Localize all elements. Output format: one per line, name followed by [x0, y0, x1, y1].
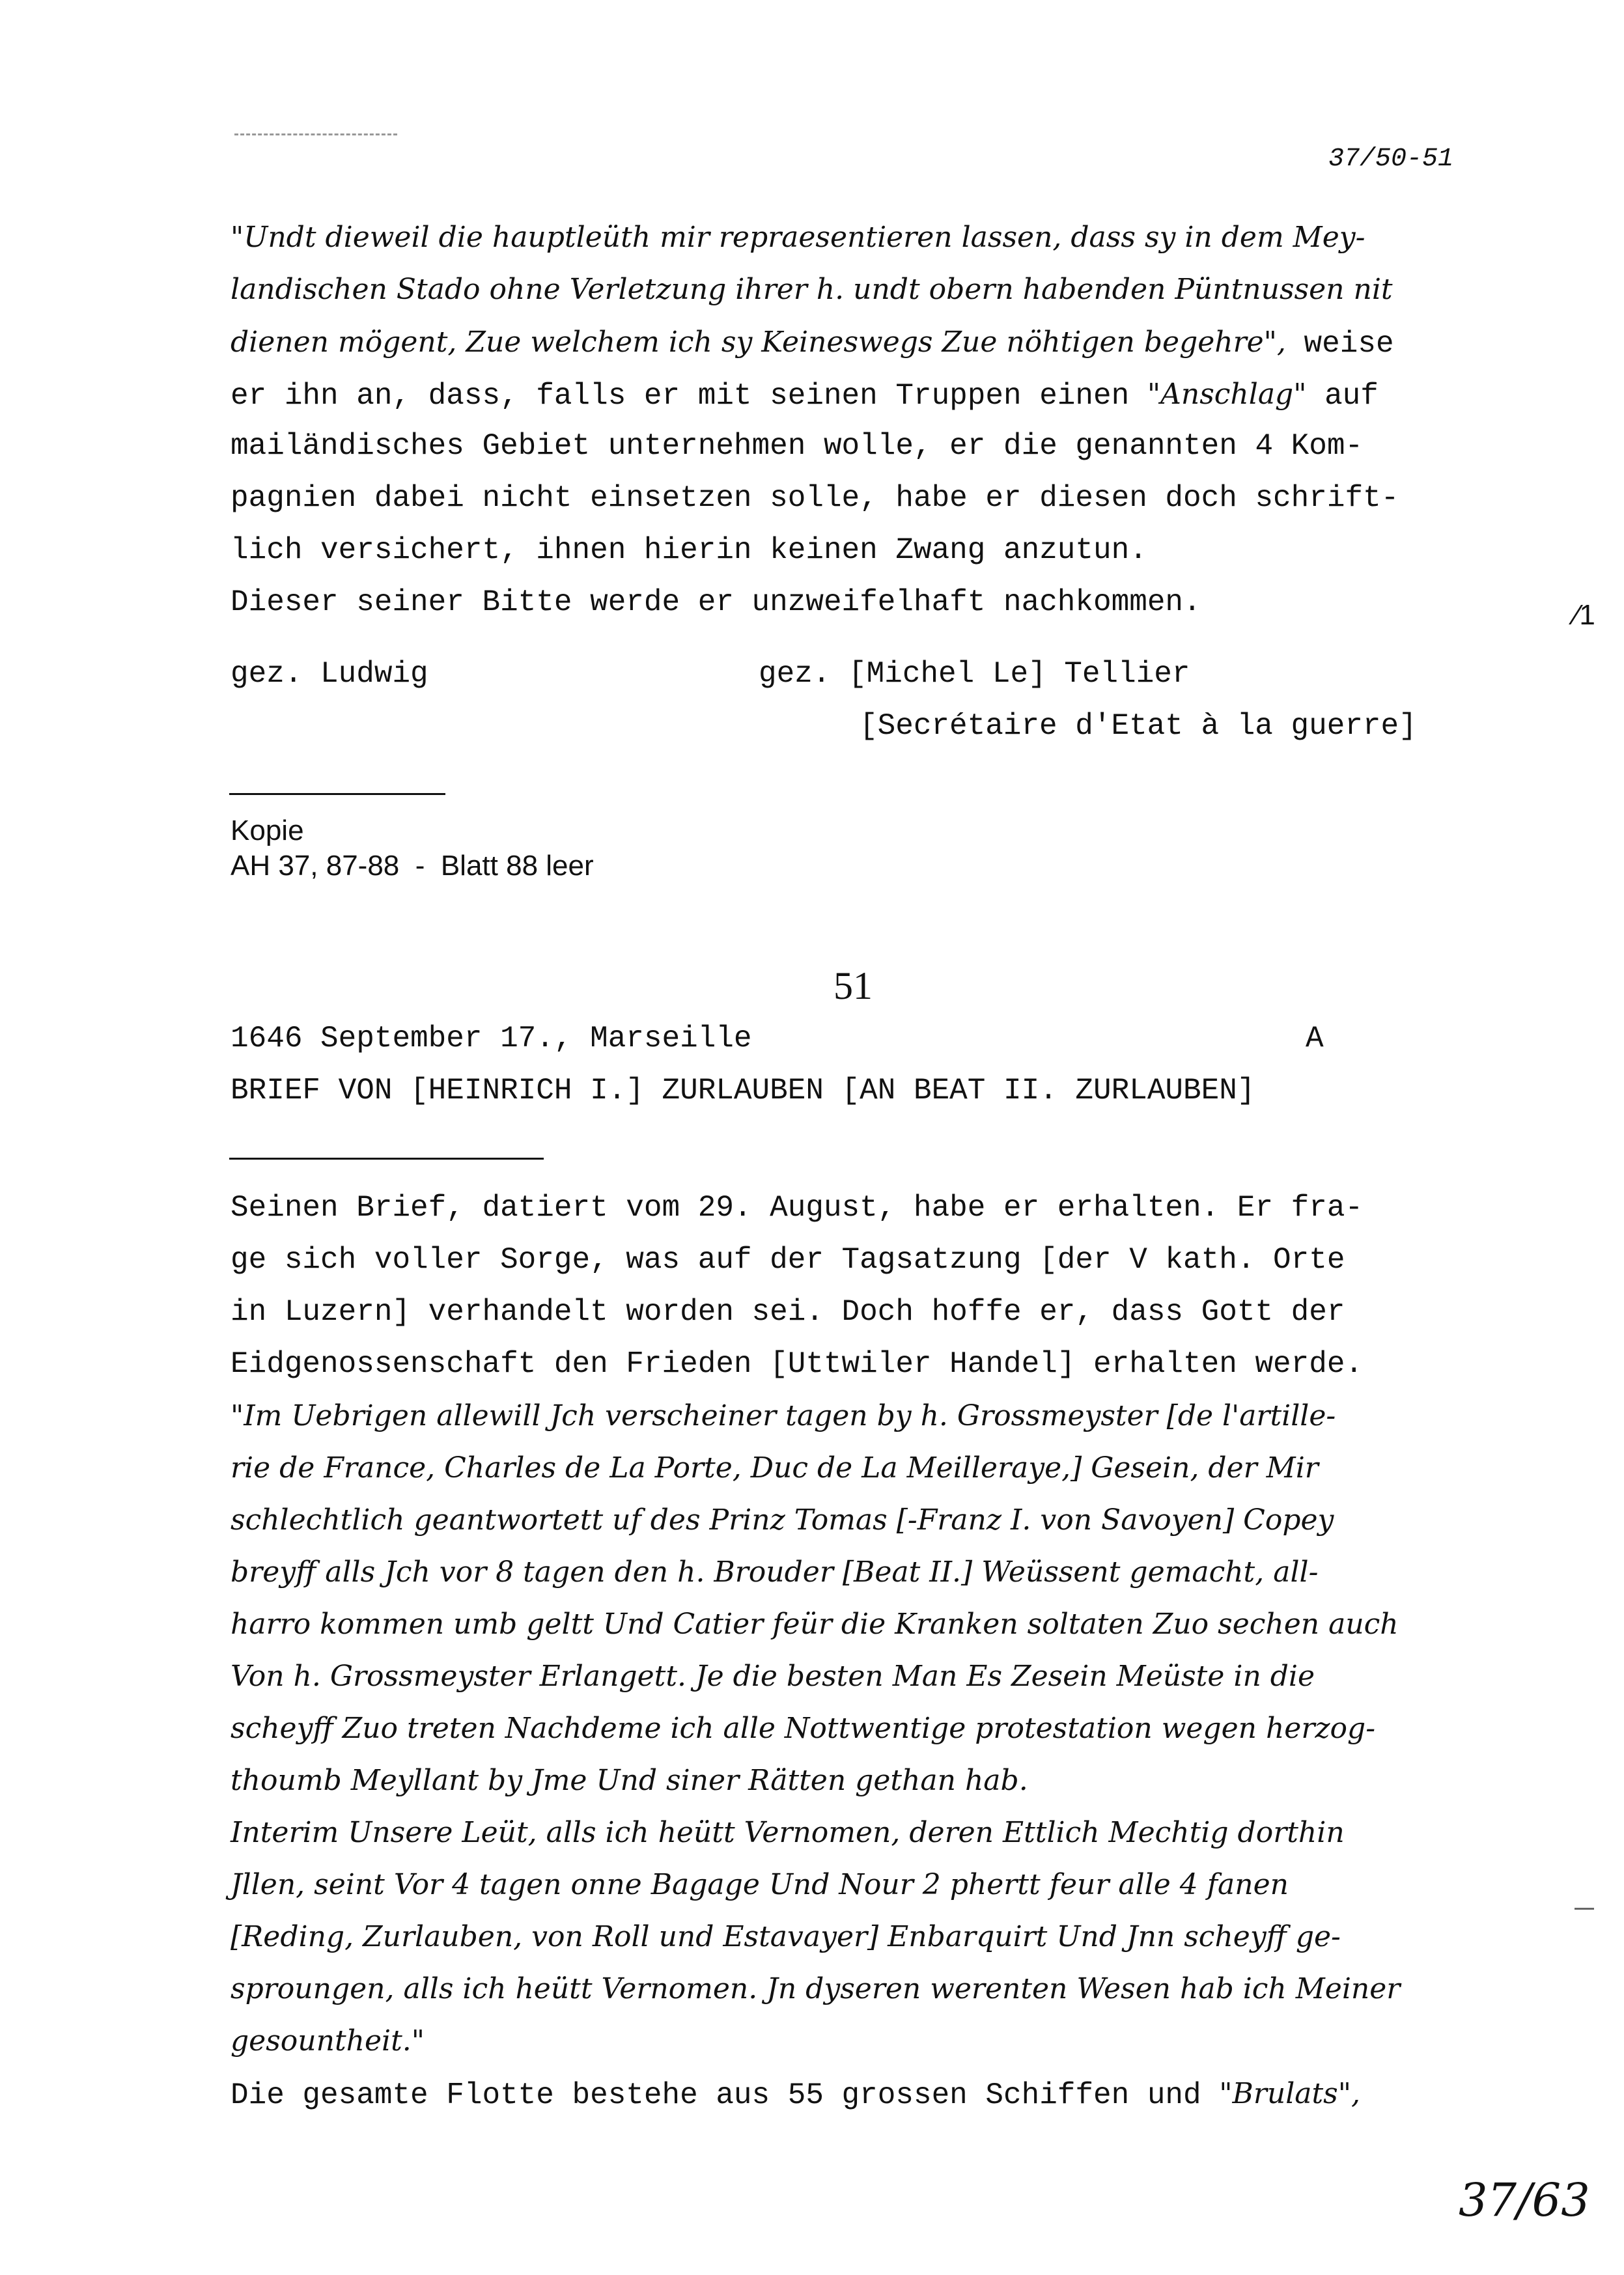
- text-span: Die gesamte Flotte bestehe aus 55 grossen Schiffen und: [231, 2078, 1220, 2112]
- text-line: Seinen Brief, datiert vom 29. August, habe er erhalten. Er fra-: [231, 1191, 1364, 1225]
- text-line: Eidgenossenschaft den Frieden [Uttwiler Handel] erhalten werde.: [231, 1347, 1364, 1381]
- text-span: er ihn an, dass, falls er mit seinen Truppen einen: [231, 379, 1147, 413]
- source-kopie: Kopie: [231, 815, 304, 846]
- text-line: harro kommen umb geltt Und Catier feür die Kranken soltaten Zuo sechen auch: [231, 1608, 1399, 1641]
- text-line: [231, 316, 1394, 370]
- signature-right-title: [Secrétaire d'Etat à la guerre]: [860, 709, 1417, 743]
- text-line: Von h. Grossmeyster Erlangett. Je die besten Man Es Zesein Meüste in die: [231, 1660, 1315, 1693]
- text-span: weise: [1285, 327, 1394, 361]
- text-line: thoumb Meyllant by Jme Und siner Rätten gethan hab.: [231, 1764, 1028, 1797]
- margin-mark: ⁄1: [1575, 599, 1595, 631]
- document-number: 51: [833, 964, 873, 1007]
- signature-right: gez. [Michel Le] Tellier: [759, 657, 1190, 691]
- separator-rule: [229, 1158, 544, 1160]
- text-line: schlechtlich geantwortett uf des Prinz Tomas [-Franz I. von Savoyen] Copey: [231, 1503, 1334, 1537]
- text-span: auf: [1306, 379, 1379, 413]
- text-line: "Im Uebrigen allewill Jch verscheiner tagen by h. Grossmeyster [de l'artille-: [231, 1399, 1336, 1432]
- margin-dash: [1575, 1908, 1594, 1910]
- text-line: sproungen, alls ich heütt Vernomen. Jn dyseren werenten Wesen hab ich Meiner: [231, 1972, 1401, 2005]
- document-title: BRIEF VON [HEINRICH I.] ZURLAUBEN [AN BEAT II. ZURLAUBEN]: [231, 1074, 1255, 1108]
- separator-rule: [229, 793, 445, 795]
- text-line: ge sich voller Sorge, was auf der Tagsatzung [der V kath. Orte: [231, 1243, 1345, 1277]
- text-line: in Luzern] verhandelt worden sei. Doch hoffe er, dass Gott der: [231, 1295, 1345, 1329]
- text-line: scheyff Zuo treten Nachdeme ich alle Nottwentige protestation wegen herzog-: [231, 1712, 1376, 1745]
- text-line: [231, 368, 1379, 422]
- scan-tick-marks: [234, 133, 397, 137]
- handwritten-page-number: 37/63: [1459, 2173, 1590, 2227]
- document-date-place: 1646 September 17., Marseille: [231, 1022, 752, 1055]
- text-line: [231, 2067, 1360, 2121]
- text-line: breyff alls Jch vor 8 tagen den h. Brouder [Beat II.] Weüssent gemacht, all-: [231, 1556, 1319, 1589]
- quote-span: "Brulats",: [1219, 2077, 1360, 2110]
- quote-span: dienen mögent, Zue welchem ich sy Keineswegs Zue nöhtigen begehre",: [231, 326, 1286, 359]
- signature-left: gez. Ludwig: [231, 657, 428, 691]
- text-line: Dieser seiner Bitte werde er unzweifelhaft nachkommen.: [231, 585, 1201, 619]
- text-line: [Reding, Zurlauben, von Roll und Estavayer] Enbarquirt Und Jnn scheyff ge-: [231, 1920, 1341, 1953]
- text-line: rie de France, Charles de La Porte, Duc de La Meilleraye,] Gesein, der Mir: [231, 1451, 1319, 1485]
- text-line: Interim Unsere Leüt, alls ich heütt Vernomen, deren Ettlich Mechtig dorthin: [231, 1816, 1345, 1849]
- text-line: Jllen, seint Vor 4 tagen onne Bagage Und Nour 2 phertt feur alle 4 fanen: [231, 1868, 1289, 1901]
- text-line: landischen Stado ohne Verletzung ihrer h. undt obern habenden Püntnussen nit: [231, 273, 1393, 306]
- text-line: pagnien dabei nicht einsetzen solle, habe er diesen doch schrift-: [231, 481, 1399, 515]
- text-line: mailändisches Gebiet unternehmen wolle, er die genannten 4 Kom-: [231, 429, 1364, 463]
- page-reference: 37/50-51: [1328, 145, 1454, 174]
- text-line: gesountheit.": [231, 2024, 425, 2058]
- document-code: A: [1306, 1022, 1324, 1055]
- source-reference: AH 37, 87-88 - Blatt 88 leer: [231, 850, 594, 882]
- quote-span: "Anschlag": [1147, 378, 1307, 411]
- text-line: lich versichert, ihnen hierin keinen Zwang anzutun.: [231, 533, 1147, 567]
- text-line: "Undt dieweil die hauptleüth mir repraesentieren lassen, dass sy in dem Mey-: [231, 221, 1365, 254]
